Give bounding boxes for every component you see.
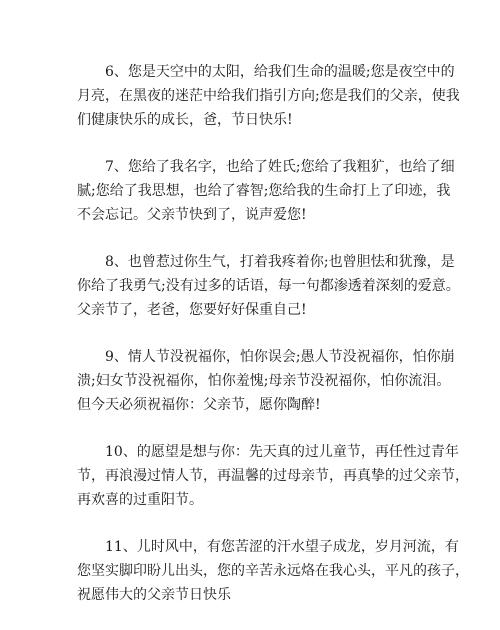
paragraph-line: 8、也曾惹过你生气，打着我疼着你;也曾胆怯和犹豫，是 <box>105 254 455 270</box>
paragraph-8 <box>77 250 460 322</box>
paragraph-10 <box>77 440 469 512</box>
paragraph-line: 祝愿伟大的父亲节日快乐 <box>77 587 231 603</box>
paragraph-line: 溃;妇女节没祝福你，怕你羞愧;母亲节没祝福你，怕你流泪。 <box>77 373 451 389</box>
paragraph-line: 们健康快乐的成长，爸，节日快乐! <box>77 112 293 128</box>
paragraph-line: 10、的愿望是想与你：先天真的过儿童节，再任性过青年 <box>105 444 459 460</box>
paragraph-line: 9、情人节没祝福你，怕你误会;愚人节没祝福你，怕你崩 <box>105 349 455 365</box>
paragraph-9 <box>77 345 455 417</box>
paragraph-line: 7、您给了我名字，也给了姓氏;您给了我粗犷，也给了细 <box>105 159 455 175</box>
paragraph-line: 不会忘记。父亲节快到了，说声爱您! <box>77 207 307 223</box>
paragraph-line: 腻;您给了我思想，也给了睿智;您给我的生命打上了印迹，我 <box>77 183 451 199</box>
paragraph-6 <box>77 60 460 132</box>
paragraph-line: 节，再浪漫过情人节，再温馨的过母亲节，再真挚的过父亲节， <box>77 468 469 484</box>
paragraph-7 <box>77 155 455 227</box>
paragraph-line: 6、您是天空中的太阳，给我们生命的温暖;您是夜空中的 <box>105 64 455 80</box>
paragraph-line: 11、儿时风中，有您苦涩的汗水望子成龙，岁月河流，有 <box>105 539 459 555</box>
paragraph-line: 您坚实脚印盼儿出头，您的辛苦永远烙在我心头，平凡的孩子， <box>77 563 469 579</box>
paragraph-line: 再欢喜的过重阳节。 <box>77 492 203 508</box>
paragraph-line: 月亮，在黑夜的迷茫中给我们指引方向;您是我们的父亲，使我 <box>77 88 460 104</box>
document-body <box>77 60 469 630</box>
paragraph-11 <box>77 535 469 607</box>
paragraph-line: 但今天必须祝福你：父亲节，愿你陶醉! <box>77 397 321 413</box>
paragraph-line: 父亲节了，老爸，您要好好保重自己! <box>77 302 307 318</box>
paragraph-line: 你给了我勇气;没有过多的话语，每一句都渗透着深刻的爱意。 <box>77 278 460 294</box>
